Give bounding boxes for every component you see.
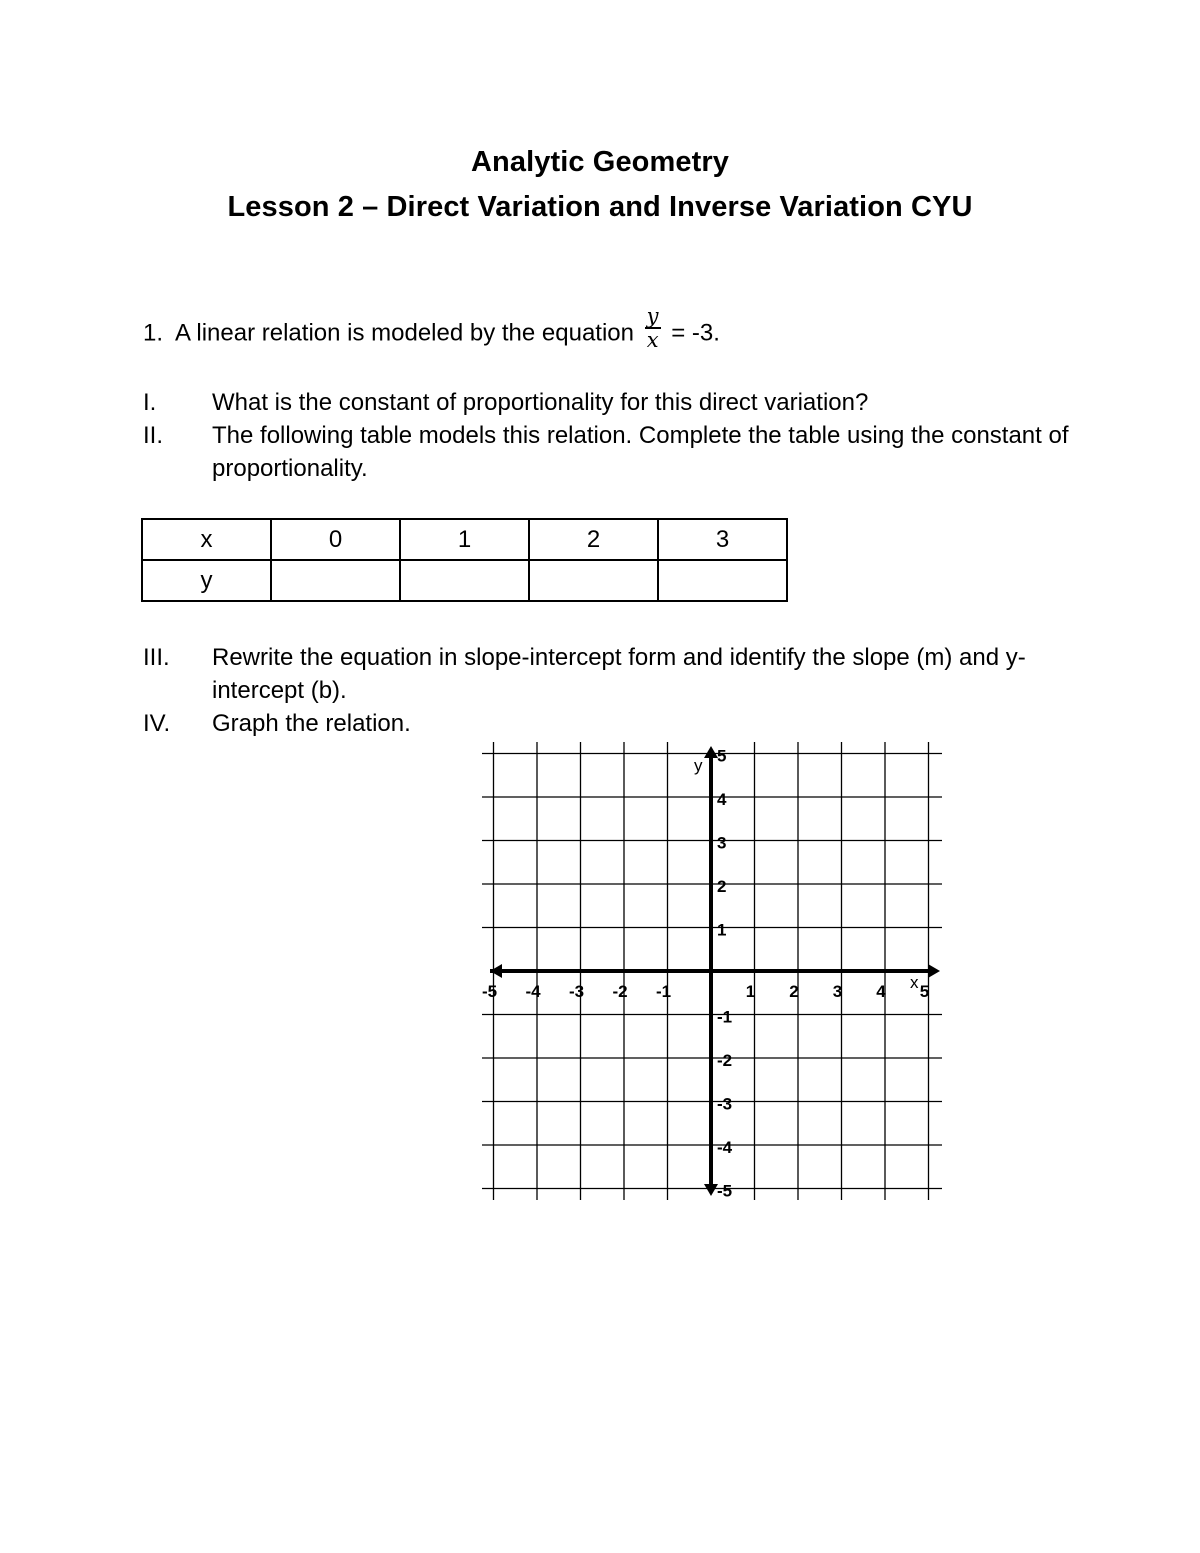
- subquestion-text: The following table models this relation. Complete the table using the constant of proportionality.: [212, 422, 1069, 482]
- equation-fraction: [645, 305, 661, 351]
- table-cell: x: [142, 519, 271, 560]
- table-cell: 1: [400, 519, 529, 560]
- x-tick-label: -3: [568, 982, 585, 1001]
- x-tick-label: 4: [876, 982, 886, 1001]
- tick-labels: [482, 747, 929, 1201]
- table-cell: y: [142, 560, 271, 601]
- subquestion-numeral: IV.: [143, 710, 171, 737]
- table-blank-cell[interactable]: [529, 560, 658, 601]
- question-text: A linear relation is modeled by the equation: [175, 319, 634, 347]
- fraction-numerator: y: [646, 304, 659, 328]
- table-blank-cell[interactable]: [271, 560, 400, 601]
- y-axis-down-arrow-icon: [704, 1184, 718, 1196]
- y-axis-label: y: [694, 756, 703, 775]
- y-axis-up-arrow-icon: [704, 746, 718, 758]
- x-tick-label: -4: [525, 982, 541, 1001]
- subquestion-numeral: III.: [143, 644, 170, 671]
- page-title: Analytic Geometry: [471, 146, 729, 178]
- table-row-x: [142, 519, 787, 560]
- y-tick-label: -1: [717, 1007, 733, 1027]
- table-cell: 3: [658, 519, 787, 560]
- subquestion-text: Graph the relation.: [212, 710, 411, 737]
- subquestion-numeral: II.: [143, 422, 164, 449]
- table-cell: 2: [529, 519, 658, 560]
- x-tick-label: -5: [481, 982, 498, 1001]
- y-tick-label: 4: [717, 790, 727, 809]
- axes: [490, 746, 940, 1196]
- y-tick-label: 1: [717, 920, 727, 940]
- x-axis-label: x: [910, 973, 919, 992]
- x-tick-label: -2: [612, 982, 628, 1001]
- x-tick-label: 3: [832, 982, 843, 1001]
- fraction-denominator: x: [646, 328, 659, 352]
- coordinate-grid[interactable]: [480, 740, 950, 1205]
- lesson-subtitle: Lesson 2 – Direct Variation and Inverse Variation CYU: [227, 191, 973, 223]
- equation-value: = -3.: [671, 319, 720, 347]
- y-tick-label: 2: [717, 877, 727, 896]
- y-tick-label: -3: [717, 1094, 733, 1114]
- x-tick-label: 1: [745, 982, 756, 1001]
- table-blank-cell[interactable]: [400, 560, 529, 601]
- subquestion-numeral: I.: [143, 389, 157, 416]
- y-tick-label: -4: [717, 1138, 733, 1157]
- y-tick-label: -2: [717, 1051, 733, 1070]
- question-number: 1.: [143, 319, 164, 347]
- x-tick-label: 2: [789, 982, 799, 1001]
- question-1: [143, 304, 720, 357]
- subquestion-text: Rewrite the equation in slope-intercept form and identify the slope (m) and y-intercept (b).: [212, 644, 1026, 704]
- y-tick-label: 3: [717, 833, 727, 853]
- y-tick-label: 5: [717, 746, 727, 766]
- x-axis-right-arrow-icon: [928, 964, 940, 978]
- table-blank-cell[interactable]: [658, 560, 787, 601]
- y-tick-label: -5: [717, 1181, 733, 1201]
- table-row-y: [142, 560, 787, 601]
- subquestion-text: What is the constant of proportionality for this direct variation?: [212, 389, 869, 416]
- x-axis-left-arrow-icon: [490, 964, 502, 978]
- x-tick-label: 5: [919, 982, 930, 1001]
- table-cell: 0: [271, 519, 400, 560]
- values-table: [141, 518, 788, 602]
- x-tick-label: -1: [655, 982, 672, 1001]
